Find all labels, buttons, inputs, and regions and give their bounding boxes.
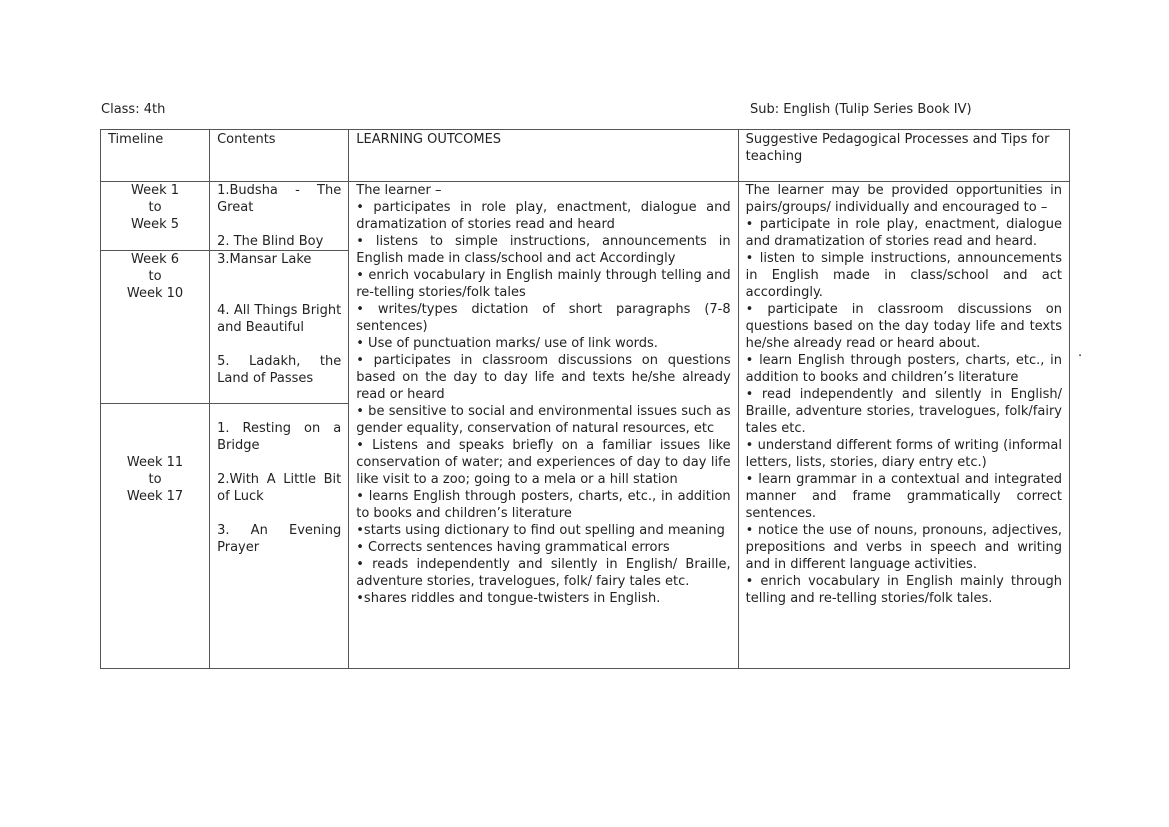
outcome-item: • writes/types dictation of short paragraphs (7-8 sentences)	[356, 302, 731, 334]
outcome-item: • participates in role play, enactment, dialogue and dramatization of stories read and heard	[356, 200, 731, 232]
contents-cell	[210, 182, 349, 251]
outcome-item: • be sensitive to social and environmental issues such as gender equality, conservation of natural resources, etc	[356, 404, 731, 436]
timeline-to: to	[148, 200, 162, 215]
table-header-row	[101, 130, 1070, 182]
contents-cell	[210, 251, 349, 404]
timeline-cell	[101, 404, 210, 669]
pedagogy-item: • participate in role play, enactment, dialogue and dramatization of stories read and heard.	[745, 217, 1062, 249]
outcome-item: • Corrects sentences having grammatical errors	[356, 540, 670, 555]
outcome-item: • reads independently and silently in English/ Braille, adventure stories, travelogues, folk/ fairy tales etc.	[356, 557, 731, 589]
pedagogy-item: • listen to simple instructions, announcements in English made in class/school and act accordingly.	[745, 251, 1062, 300]
lesson-title: 2.With A Little Bit of Luck	[217, 472, 342, 504]
pedagogy-item: The learner may be provided opportunities in pairs/groups/ individually and encouraged to –	[745, 183, 1062, 215]
learning-outcomes-cell	[349, 182, 738, 669]
timeline-cell	[101, 251, 210, 404]
outcome-item: •starts using dictionary to find out spelling and meaning	[356, 523, 725, 538]
outcome-item: • participates in classroom discussions on questions based on the day to day life and texts he/she already read or heard	[356, 353, 731, 402]
pedagogy-item: • understand different forms of writing (informal letters, lists, stories, diary entry etc.)	[745, 438, 1062, 470]
outcome-item: • enrich vocabulary in English mainly through telling and re-telling stories/folk tales	[356, 268, 731, 300]
pedagogy-item: • enrich vocabulary in English mainly through telling and re-telling stories/folk tales.	[745, 574, 1062, 606]
column-header-learning-outcomes: LEARNING OUTCOMES	[349, 130, 738, 182]
outcome-item: • Use of punctuation marks/ use of link words.	[356, 336, 658, 351]
column-header-contents: Contents	[210, 130, 349, 182]
lesson-title: 2. The Blind Boy	[217, 234, 324, 249]
timeline-to: to	[148, 472, 162, 487]
timeline-to: to	[148, 269, 162, 284]
pedagogy-item: • learn grammar in a contextual and integrated manner and frame grammatically correct sentences.	[745, 472, 1062, 521]
lesson-title: 5. Ladakh, the Land of Passes	[217, 354, 342, 386]
pedagogy-item: • read independently and silently in English/ Braille, adventure stories, travelogues, folk/fairy tales etc.	[745, 387, 1062, 436]
timeline-start: Week 6	[131, 252, 180, 267]
lesson-title: 3. An Evening Prayer	[217, 523, 342, 555]
timeline-start: Week 1	[131, 183, 180, 198]
timeline-end: Week 10	[126, 286, 184, 301]
timeline-cell	[101, 182, 210, 251]
column-header-pedagogical-processes: Suggestive Pedagogical Processes and Tips for teaching	[738, 130, 1069, 182]
column-header-timeline: Timeline	[101, 130, 210, 182]
timeline-end: Week 5	[131, 217, 180, 232]
timeline-start: Week 11	[126, 455, 184, 470]
outcome-item: The learner –	[356, 183, 442, 198]
lesson-title: 4. All Things Bright and Beautiful	[217, 303, 342, 335]
contents-cell	[210, 404, 349, 669]
table-row	[101, 182, 1070, 251]
lesson-title: 1. Resting on a Bridge	[217, 421, 342, 453]
timeline-end: Week 17	[126, 489, 184, 504]
subject-label: Sub: English (Tulip Series Book IV)	[750, 102, 972, 117]
stray-dot-mark: .	[1078, 345, 1083, 360]
syllabus-table	[100, 129, 1070, 669]
outcome-item: • learns English through posters, charts, etc., in addition to books and children’s literature	[356, 489, 731, 521]
pedagogical-processes-cell	[738, 182, 1069, 669]
pedagogy-item: • notice the use of nouns, pronouns, adjectives, prepositions and verbs in speech and writing and in different language activities.	[745, 523, 1062, 572]
pedagogy-item: • participate in classroom discussions on questions based on the day today life and texts he/she already read or heard about.	[745, 302, 1062, 351]
pedagogy-item: • learn English through posters, charts, etc., in addition to books and children’s literature	[745, 353, 1062, 385]
lesson-title: 3.Mansar Lake	[217, 252, 312, 267]
outcome-item: • listens to simple instructions, announcements in English made in class/school and act Accordingly	[356, 234, 731, 266]
outcome-item: • Listens and speaks briefly on a familiar issues like conservation of water; and experiences of day to day life like visit to a zoo; going to a mela or a hill station	[356, 438, 731, 487]
class-label: Class: 4th	[101, 102, 166, 117]
lesson-title: 1.Budsha - The Great	[217, 183, 342, 215]
outcome-item: •shares riddles and tongue-twisters in English.	[356, 591, 661, 606]
